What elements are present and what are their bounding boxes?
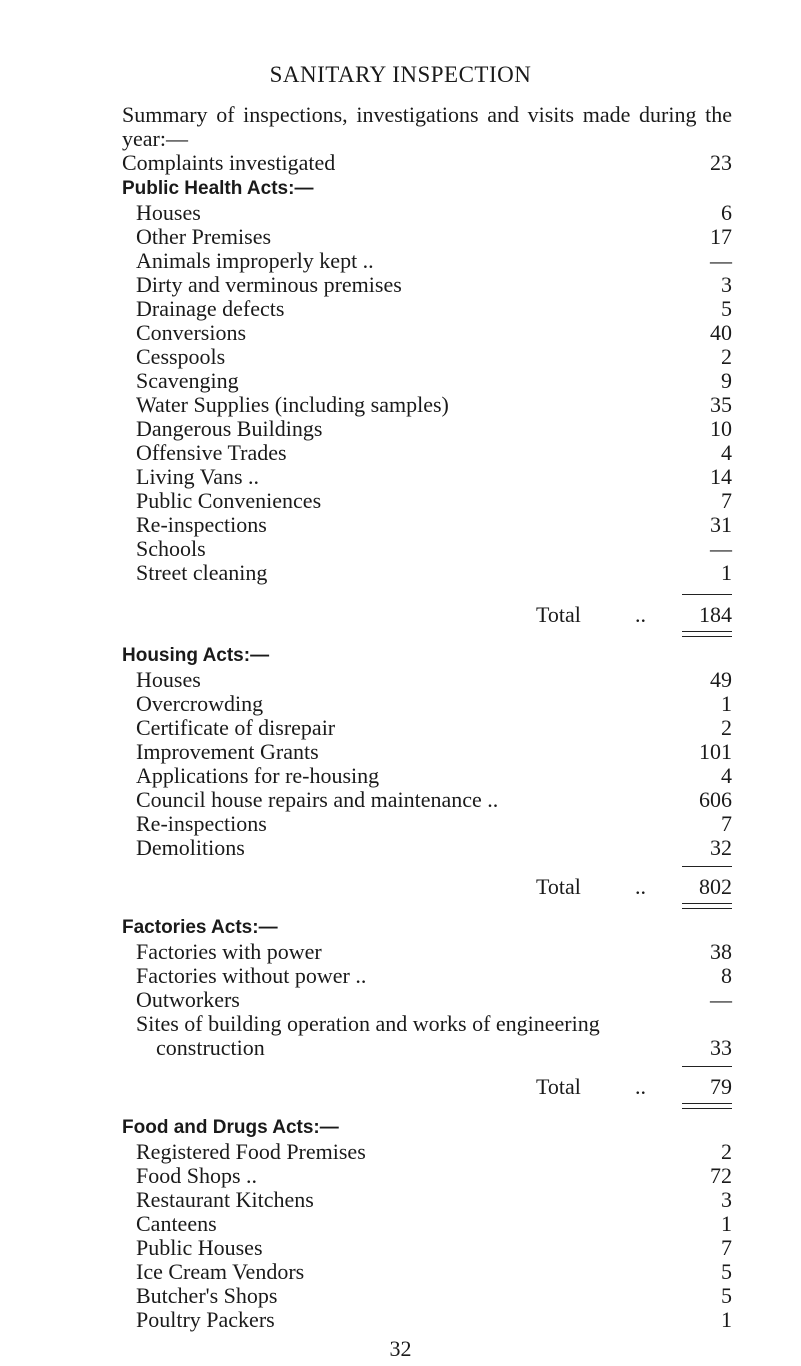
row-label: Water Supplies (including samples) — [136, 392, 449, 417]
row-value: 3 — [721, 1187, 732, 1212]
row-value: 5 — [721, 1259, 732, 1284]
row-value: 1 — [721, 691, 732, 716]
row-label: Living Vans .. — [136, 464, 260, 489]
row-value: 33 — [710, 1035, 732, 1060]
list-item — [122, 740, 732, 764]
row-value: 1 — [721, 1307, 732, 1332]
row-value: 23 — [710, 150, 732, 175]
row-value: 7 — [721, 1235, 732, 1260]
list-item — [122, 393, 732, 417]
row-label: Improvement Grants — [136, 739, 319, 764]
total-leader: .. — [635, 874, 646, 899]
row-label: Scavenging — [136, 368, 239, 393]
row-value: — — [710, 987, 732, 1012]
row-label: Houses — [136, 667, 201, 692]
list-item — [122, 812, 732, 836]
row-value: 606 — [699, 787, 732, 812]
row-label: Council house repairs and maintenance .. — [136, 787, 499, 812]
row-value: 7 — [721, 811, 732, 836]
total-leader: .. — [635, 602, 646, 627]
list-item — [122, 201, 732, 225]
list-item — [122, 692, 732, 716]
total-label: Total — [536, 1074, 581, 1099]
row-label: Schools — [136, 536, 206, 561]
row-label: Complaints investigated — [122, 150, 336, 175]
row-value: 38 — [710, 939, 732, 964]
intro-text: Summary of inspections, investigations and visits made during the year:— — [122, 102, 732, 151]
list-item — [122, 964, 732, 988]
subtotal-rule — [682, 594, 732, 595]
total-label: Total — [536, 602, 581, 627]
total-double-rule — [682, 631, 732, 637]
list-item — [122, 1140, 732, 1164]
row-label: Factories without power .. — [136, 963, 367, 988]
row-value: 101 — [699, 739, 732, 764]
row-label: Canteens — [136, 1211, 217, 1236]
list-item — [122, 788, 732, 812]
list-item — [122, 836, 732, 860]
total-leader: .. — [635, 1074, 646, 1099]
list-item — [122, 513, 732, 537]
row-label: Public Conveniences — [136, 488, 322, 513]
row-label: Street cleaning — [136, 560, 268, 585]
list-item — [122, 537, 732, 561]
row-value: 5 — [721, 1283, 732, 1308]
row-label: Houses — [136, 200, 201, 225]
list-item — [122, 988, 732, 1012]
row-value: 2 — [721, 1139, 732, 1164]
row-value: 72 — [710, 1163, 732, 1188]
total-double-rule — [682, 903, 732, 909]
list-item — [122, 489, 732, 513]
row-value: — — [710, 536, 732, 561]
row-label: Re-inspections — [136, 512, 267, 537]
list-item — [122, 561, 732, 585]
row-label: Registered Food Premises — [136, 1139, 366, 1164]
row-value: 4 — [721, 440, 732, 465]
row-label: Other Premises — [136, 224, 272, 249]
row-label: Applications for re-housing — [136, 763, 380, 788]
row-label: Dirty and verminous premises — [136, 272, 402, 297]
section-heading-label: Public Health Acts:— — [122, 178, 314, 199]
row-value: 31 — [710, 512, 732, 537]
row-value: 32 — [710, 835, 732, 860]
row-value: 49 — [710, 667, 732, 692]
row-label: Food Shops .. — [136, 1163, 258, 1188]
list-item — [122, 345, 732, 369]
row-label: Poultry Packers — [136, 1307, 275, 1332]
list-item — [122, 273, 732, 297]
list-item — [122, 1308, 732, 1332]
list-item — [122, 1164, 732, 1188]
total-double-rule — [682, 1103, 732, 1109]
row-label: Cesspools — [136, 344, 226, 369]
row-label: Drainage defects — [136, 296, 285, 321]
list-item — [122, 764, 732, 788]
page-number: 32 — [389, 1336, 412, 1361]
row-label: Sites of building operation and works of engineering — [136, 1011, 600, 1036]
section-heading-factories — [122, 916, 732, 940]
section-heading-food-drugs — [122, 1116, 732, 1140]
row-value: 5 — [721, 296, 732, 321]
row-label: Demolitions — [136, 835, 245, 860]
row-value: 1 — [721, 1211, 732, 1236]
row-label: Re-inspections — [136, 811, 267, 836]
row-label: Factories with power — [136, 939, 322, 964]
row-value: 7 — [721, 488, 732, 513]
row-label: Butcher's Shops — [136, 1283, 278, 1308]
complaints-row — [122, 151, 732, 175]
list-item — [122, 369, 732, 393]
list-item — [122, 1012, 732, 1036]
list-item — [122, 716, 732, 740]
list-item — [122, 441, 732, 465]
section-heading-label: Housing Acts:— — [122, 645, 270, 666]
section-heading-public-health — [122, 177, 732, 201]
row-value: 2 — [721, 715, 732, 740]
row-value: 40 — [710, 320, 732, 345]
row-value: — — [710, 248, 732, 273]
total-value: 184 — [699, 602, 732, 627]
list-item — [122, 1036, 732, 1060]
list-item — [122, 417, 732, 441]
row-value: 2 — [721, 344, 732, 369]
list-item — [122, 1260, 732, 1284]
list-item — [122, 1188, 732, 1212]
row-value: 4 — [721, 763, 732, 788]
row-value: 8 — [721, 963, 732, 988]
row-label: Public Houses — [136, 1235, 263, 1260]
row-value: 35 — [710, 392, 732, 417]
row-value: 6 — [721, 200, 732, 225]
list-item — [122, 1212, 732, 1236]
row-label: Animals improperly kept .. — [136, 248, 374, 273]
row-value: 1 — [721, 560, 732, 585]
total-value: 79 — [710, 1074, 732, 1099]
row-label: Ice Cream Vendors — [136, 1259, 305, 1284]
row-value: 3 — [721, 272, 732, 297]
section-heading-label: Food and Drugs Acts:— — [122, 1117, 339, 1138]
list-item — [122, 1236, 732, 1260]
list-item — [122, 465, 732, 489]
row-label: Outworkers — [136, 987, 240, 1012]
row-value: 9 — [721, 368, 732, 393]
row-label: Certificate of disrepair — [136, 715, 336, 740]
list-item — [122, 321, 732, 345]
row-label: Overcrowding — [136, 691, 264, 716]
row-value: 14 — [710, 464, 732, 489]
list-item — [122, 668, 732, 692]
row-label: Restaurant Kitchens — [136, 1187, 314, 1212]
row-label: Offensive Trades — [136, 440, 287, 465]
section-heading-housing — [122, 644, 732, 668]
total-label: Total — [536, 874, 581, 899]
list-item — [122, 225, 732, 249]
list-item — [122, 1284, 732, 1308]
subtotal-rule — [682, 866, 732, 867]
page-title: SANITARY INSPECTION — [269, 62, 532, 87]
list-item — [122, 940, 732, 964]
row-value: 17 — [710, 224, 732, 249]
row-value: 10 — [710, 416, 732, 441]
list-item — [122, 297, 732, 321]
row-label: Dangerous Buildings — [136, 416, 323, 441]
list-item — [122, 249, 732, 273]
section-heading-label: Factories Acts:— — [122, 917, 278, 938]
subtotal-rule — [682, 1066, 732, 1067]
row-label: construction — [156, 1035, 265, 1060]
total-value: 802 — [699, 874, 732, 899]
row-label: Conversions — [136, 320, 246, 345]
